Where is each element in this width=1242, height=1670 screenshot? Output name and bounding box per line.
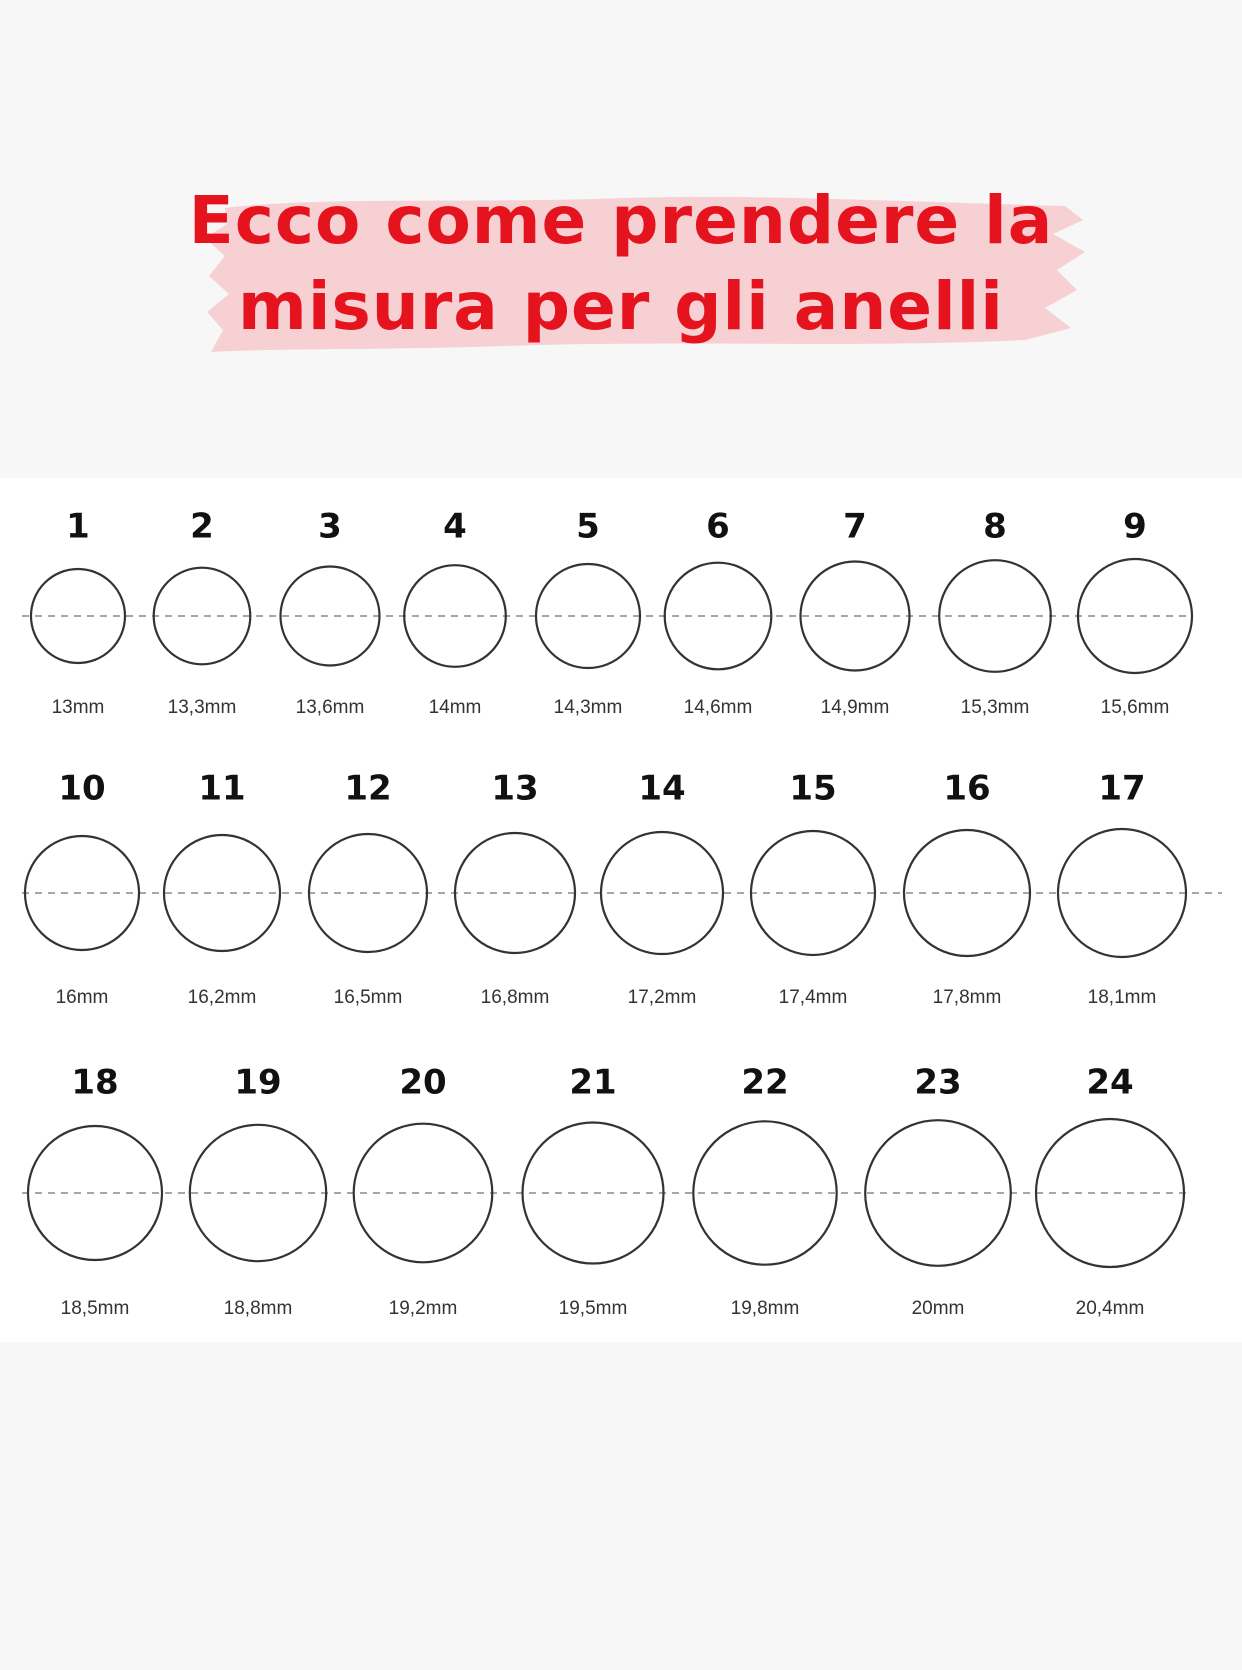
ring-size-item [801,507,910,719]
ring-size-item [190,1063,326,1320]
ring-size-number: 14 [638,768,686,809]
ring-size-number: 1 [66,506,90,547]
ring-diameter-label: 16,5mm [333,987,403,1009]
ring-size-number: 11 [198,768,246,809]
ring-size-item [693,1063,836,1320]
ring-size-number: 2 [190,506,214,547]
ring-size-number: 19 [234,1062,282,1103]
ring-size-item [25,769,139,1009]
ring-diameter-label: 13,3mm [167,697,237,719]
ring-circle [1078,559,1192,673]
ring-size-number: 23 [914,1062,962,1103]
ring-diameter-label: 19,5mm [558,1298,628,1320]
ring-diameter-label: 16,8mm [480,987,550,1009]
ring-diameter-label: 18,1mm [1087,987,1157,1009]
ring-diameter-label: 18,5mm [60,1298,130,1320]
ring-diameter-label: 14,9mm [820,697,890,719]
ring-circle [25,836,139,950]
ring-diameter-label: 17,8mm [932,987,1002,1009]
ring-size-number: 8 [983,506,1007,547]
footer-blank [0,1342,1242,1670]
ring-size-number: 24 [1086,1062,1134,1103]
ring-size-item [1078,507,1192,719]
ring-size-item [31,507,125,719]
ring-size-number: 7 [843,506,867,547]
ring-diameter-label: 14,6mm [683,697,753,719]
title-line-1: Ecco come prendere la [188,182,1054,259]
page-title [0,178,1242,350]
ring-size-chart [0,478,1242,1342]
ring-size-item [904,769,1030,1009]
ring-size-item [281,507,380,719]
ring-size-number: 22 [741,1062,789,1103]
ring-diameter-label: 14,3mm [553,697,623,719]
ring-size-number: 6 [706,506,730,547]
ring-size-item [154,507,251,719]
ring-diameter-label: 18,8mm [223,1298,293,1320]
ring-size-grid [0,478,1242,1342]
ring-size-number: 18 [71,1062,119,1103]
ring-size-item [1058,769,1186,1009]
ring-size-item [601,769,723,1009]
ring-circle [1036,1119,1184,1267]
ring-size-number: 20 [399,1062,447,1103]
ring-diameter-label: 20,4mm [1075,1298,1145,1320]
ring-size-number: 15 [789,768,837,809]
title-line-2: misura per gli anelli [238,268,1004,345]
ring-size-item [164,769,280,1009]
ring-circle [939,560,1051,672]
ring-size-number: 5 [576,506,600,547]
ring-size-item [536,507,640,719]
ring-size-item [455,769,575,1009]
ring-diameter-label: 19,8mm [730,1298,800,1320]
ring-diameter-label: 16mm [55,987,109,1009]
header [0,0,1242,478]
ring-size-item [28,1063,162,1320]
ring-size-number: 16 [943,768,991,809]
ring-size-number: 13 [491,768,539,809]
ring-diameter-label: 16,2mm [187,987,257,1009]
ring-size-item [404,507,506,719]
ring-diameter-label: 17,4mm [778,987,848,1009]
ring-size-number: 4 [443,506,467,547]
ring-diameter-label: 17,2mm [627,987,697,1009]
ring-size-item [523,1063,664,1320]
ring-size-number: 12 [344,768,392,809]
ring-size-number: 21 [569,1062,617,1103]
ring-size-number: 10 [58,768,106,809]
ring-diameter-label: 13mm [51,697,105,719]
ring-size-number: 9 [1123,506,1147,547]
ring-diameter-label: 19,2mm [388,1298,458,1320]
ring-size-item [1036,1063,1184,1320]
ring-size-number: 17 [1098,768,1146,809]
ring-diameter-label: 15,6mm [1100,697,1170,719]
ring-size-number: 3 [318,506,342,547]
ring-size-item [354,1063,493,1320]
ring-size-item [751,769,875,1009]
ring-size-item [665,507,772,719]
ring-diameter-label: 20mm [911,1298,965,1320]
ring-size-item [939,507,1051,719]
ring-diameter-label: 13,6mm [295,697,365,719]
ring-diameter-label: 14mm [428,697,482,719]
ring-diameter-label: 15,3mm [960,697,1030,719]
ring-size-item [865,1063,1011,1320]
ring-size-item [309,769,427,1009]
